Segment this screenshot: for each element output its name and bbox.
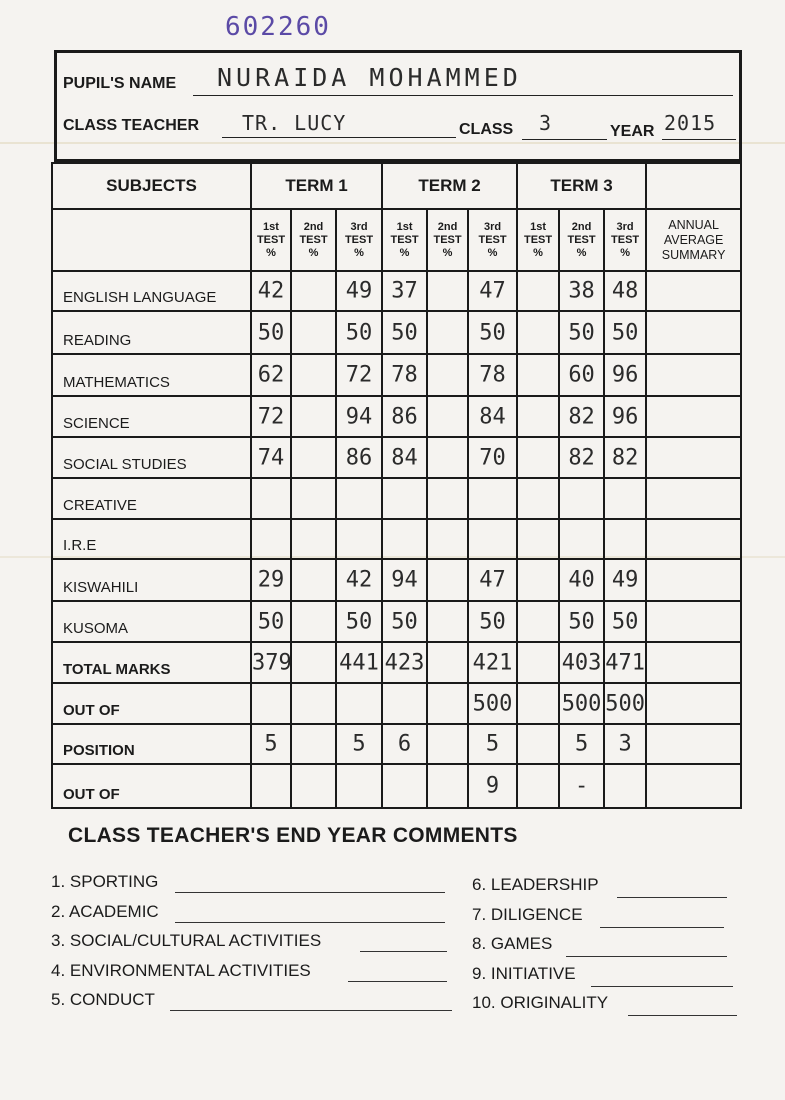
mark-value: 50 [479, 609, 506, 634]
mark-cell [251, 642, 291, 683]
test-header-line: % [266, 246, 276, 259]
mark-cell [251, 271, 291, 311]
comment-item-label: 10. ORIGINALITY [472, 993, 609, 1012]
mark-cell [291, 519, 336, 559]
mark-cell [336, 683, 382, 724]
test-header-line: 2nd [303, 220, 324, 233]
test-header-line: 3rd [350, 220, 368, 233]
subject-name: KISWAHILI [52, 559, 251, 601]
test-header-line: % [620, 246, 630, 259]
test-header-line: 2nd [437, 220, 458, 233]
mark-value: 37 [391, 278, 418, 304]
mark-cell [427, 354, 468, 396]
test-header-line: % [533, 246, 543, 259]
subjects-header: SUBJECTS [52, 163, 251, 209]
subject-row [52, 559, 741, 601]
mark-cell [559, 601, 604, 642]
annual-average-cell [646, 601, 741, 642]
mark-cell [291, 764, 336, 808]
comment-item-label: 4. ENVIRONMENTAL ACTIVITIES [51, 960, 311, 980]
comment-answer-line[interactable] [175, 892, 445, 893]
mark-cell [468, 354, 517, 396]
mark-cell [382, 724, 427, 764]
mark-cell [559, 271, 604, 311]
mark-value: 5 [574, 731, 589, 757]
mark-cell [559, 396, 604, 437]
mark-value: 72 [257, 404, 285, 429]
mark-value: 50 [611, 609, 639, 634]
term-2-header: TERM 2 [382, 163, 517, 209]
class-teacher-value: TR. LUCY [242, 111, 347, 135]
mark-value: 86 [345, 445, 373, 470]
mark-cell [382, 478, 427, 519]
subject-row [52, 601, 741, 642]
test-header-line: % [442, 246, 453, 259]
mark-cell [251, 311, 291, 354]
test-header-line: 3rd [483, 220, 502, 233]
mark-value: 500 [605, 691, 645, 716]
mark-value: 423 [384, 650, 425, 675]
mark-value: 78 [391, 362, 418, 388]
mark-cell [604, 642, 646, 683]
annual-average-cell [646, 559, 741, 601]
mark-cell [291, 724, 336, 764]
test-header [517, 209, 559, 271]
mark-cell [517, 354, 559, 396]
mark-cell [604, 396, 646, 437]
test-header [604, 209, 646, 271]
comment-item-label: 6. LEADERSHIP [472, 875, 599, 894]
test-header-line: TEST [256, 233, 286, 246]
mark-cell [604, 601, 646, 642]
mark-cell [604, 724, 646, 764]
mark-cell [604, 311, 646, 354]
mark-cell [251, 683, 291, 724]
mark-cell [468, 724, 517, 764]
subject-name: KUSOMA [52, 601, 251, 642]
mark-cell [604, 559, 646, 601]
mark-cell [468, 559, 517, 601]
pupil-name-value: NURAIDA MOHAMMED [217, 63, 522, 92]
mark-cell [291, 271, 336, 311]
mark-cell [559, 764, 604, 808]
mark-cell [427, 437, 468, 478]
class-teacher-line [222, 137, 456, 138]
mark-value: 5 [264, 731, 278, 757]
test-header [336, 209, 382, 271]
mark-cell [559, 478, 604, 519]
comment-answer-line[interactable] [617, 897, 727, 898]
mark-cell [336, 354, 382, 396]
mark-value: 50 [345, 609, 373, 634]
mark-value: 94 [345, 404, 373, 429]
subject-name: POSITION [52, 724, 251, 764]
comment-item-label: 3. SOCIAL/CULTURAL ACTIVITIES [51, 931, 322, 950]
test-header-line: TEST [299, 233, 328, 246]
mark-cell [604, 437, 646, 478]
mark-cell [382, 311, 427, 354]
annual-header-line: SUMMARY [661, 247, 726, 262]
mark-cell [336, 519, 382, 559]
mark-value: 500 [472, 691, 513, 716]
mark-cell [427, 396, 468, 437]
mark-cell [291, 478, 336, 519]
mark-cell [382, 354, 427, 396]
test-header-line: 1st [263, 220, 279, 233]
mark-value: 86 [391, 404, 418, 429]
annual-average-cell [646, 396, 741, 437]
annual-header-line: ANNUAL [668, 217, 719, 232]
subject-row [52, 519, 741, 559]
mark-value: 471 [605, 650, 645, 675]
mark-value: 500 [561, 691, 602, 716]
mark-cell [427, 724, 468, 764]
mark-value: 49 [345, 278, 373, 304]
test-header-line: TEST [390, 233, 419, 246]
test-header [559, 209, 604, 271]
mark-cell [517, 519, 559, 559]
comment-answer-line[interactable] [591, 986, 733, 987]
subject-row [52, 271, 741, 311]
mark-cell [604, 478, 646, 519]
mark-cell [604, 519, 646, 559]
test-header-line: % [487, 246, 498, 259]
mark-cell [427, 311, 468, 354]
subject-name: OUT OF [52, 764, 251, 808]
comment-answer-line[interactable] [348, 981, 447, 982]
subject-name: CREATIVE [52, 478, 251, 519]
mark-cell [559, 683, 604, 724]
mark-cell [468, 271, 517, 311]
subject-row [52, 311, 741, 354]
comment-item-label: 9. INITIATIVE [472, 963, 576, 983]
mark-value: 40 [568, 567, 595, 593]
header-box [54, 50, 742, 162]
mark-value: 50 [257, 609, 285, 634]
test-header-line: TEST [524, 233, 553, 246]
mark-cell [468, 311, 517, 354]
mark-cell [336, 311, 382, 354]
test-header-line: 3rd [616, 220, 634, 233]
subject-row [52, 683, 741, 724]
comment-item-label: 8. GAMES [472, 934, 553, 953]
mark-cell [251, 601, 291, 642]
mark-value: 50 [257, 320, 285, 345]
mark-value: 60 [568, 362, 595, 388]
mark-cell [382, 642, 427, 683]
comment-answer-line[interactable] [360, 951, 447, 952]
comment-item-label: 1. SPORTING [51, 872, 159, 891]
mark-cell [251, 437, 291, 478]
mark-value: 9 [485, 773, 500, 799]
mark-cell [291, 683, 336, 724]
marks-table [51, 162, 742, 809]
mark-value: 84 [391, 445, 418, 470]
mark-cell [517, 478, 559, 519]
mark-value: 82 [568, 445, 595, 470]
annual-average-cell [646, 642, 741, 683]
subject-row [52, 478, 741, 519]
pupil-name-line [193, 95, 733, 96]
mark-cell [468, 396, 517, 437]
test-header-line: TEST [478, 233, 507, 246]
mark-cell [382, 437, 427, 478]
comment-answer-line[interactable] [628, 1015, 737, 1016]
mark-cell [468, 601, 517, 642]
comment-item-label: 7. DILIGENCE [472, 904, 583, 924]
class-label: CLASS [459, 121, 514, 138]
mark-cell [382, 271, 427, 311]
mark-cell [427, 601, 468, 642]
mark-cell [517, 396, 559, 437]
mark-cell [336, 478, 382, 519]
mark-value: 47 [479, 567, 506, 593]
mark-cell [517, 311, 559, 354]
year-line [662, 139, 736, 140]
annual-average-cell [646, 311, 741, 354]
mark-value: 5 [352, 731, 366, 757]
annual-average-cell [646, 354, 741, 396]
mark-cell [468, 642, 517, 683]
mark-cell [382, 601, 427, 642]
subject-name: I.R.E [52, 519, 251, 559]
mark-value: 49 [611, 567, 639, 593]
subject-row [52, 396, 741, 437]
mark-value: 5 [485, 731, 500, 757]
year-label: YEAR [610, 123, 655, 140]
mark-cell [559, 519, 604, 559]
mark-cell [427, 642, 468, 683]
comment-answer-line[interactable] [170, 1010, 452, 1011]
mark-cell [468, 764, 517, 808]
mark-cell [251, 354, 291, 396]
comment-answer-line[interactable] [566, 956, 727, 957]
mark-cell [559, 642, 604, 683]
test-header-line: TEST [611, 233, 640, 246]
mark-value: 50 [479, 320, 506, 345]
subject-name: SCIENCE [52, 396, 251, 437]
subject-name: MATHEMATICS [52, 354, 251, 396]
mark-value: 72 [345, 362, 373, 388]
mark-cell [427, 478, 468, 519]
test-header-line: TEST [344, 233, 374, 246]
mark-cell [427, 519, 468, 559]
mark-cell [517, 642, 559, 683]
mark-cell [468, 519, 517, 559]
mark-cell [251, 764, 291, 808]
subject-row [52, 764, 741, 808]
mark-cell [382, 396, 427, 437]
class-line [522, 139, 607, 140]
pupil-name-label: PUPIL'S NAME [63, 75, 177, 92]
mark-value: 50 [568, 609, 595, 634]
year-value: 2015 [664, 111, 717, 135]
subject-row [52, 354, 741, 396]
mark-cell [468, 683, 517, 724]
mark-cell [427, 559, 468, 601]
test-header-line: TEST [433, 233, 462, 246]
mark-value: 62 [257, 362, 285, 388]
mark-cell [382, 559, 427, 601]
comment-answer-line[interactable] [600, 927, 724, 928]
subject-name: ENGLISH LANGUAGE [52, 271, 251, 311]
mark-cell [559, 354, 604, 396]
mark-cell [336, 642, 382, 683]
mark-value: 3 [618, 731, 632, 757]
mark-value: - [574, 773, 589, 799]
mark-cell [517, 683, 559, 724]
annual-average-cell [646, 437, 741, 478]
subject-name: TOTAL MARKS [52, 642, 251, 683]
test-header [468, 209, 517, 271]
test-header-line: 1st [396, 220, 413, 233]
subject-row [52, 724, 741, 764]
mark-cell [559, 437, 604, 478]
mark-value: 78 [479, 362, 506, 388]
mark-value: 441 [339, 650, 379, 675]
mark-cell [291, 559, 336, 601]
annual-average-summary-header [646, 209, 741, 271]
mark-value: 403 [561, 650, 602, 675]
subject-row [52, 642, 741, 683]
annual-average-cell [646, 478, 741, 519]
comment-item-label: 5. CONDUCT [51, 990, 155, 1009]
mark-value: 50 [391, 320, 418, 345]
mark-cell [291, 311, 336, 354]
mark-cell [604, 683, 646, 724]
annual-average-cell [646, 519, 741, 559]
term-1-header: TERM 1 [251, 163, 382, 209]
mark-cell [251, 478, 291, 519]
mark-value: 70 [479, 445, 506, 470]
mark-value: 42 [257, 278, 285, 304]
comment-answer-line[interactable] [175, 922, 445, 923]
mark-cell [517, 559, 559, 601]
mark-value: 379 [252, 650, 292, 675]
test-header-line: % [399, 246, 410, 259]
mark-cell [251, 519, 291, 559]
term-3-header: TERM 3 [517, 163, 646, 209]
mark-value: 6 [397, 731, 412, 757]
mark-value: 96 [611, 404, 639, 429]
test-header-line: % [308, 246, 319, 259]
test-header-line: TEST [567, 233, 596, 246]
mark-value: 82 [611, 445, 639, 470]
mark-value: 421 [472, 650, 513, 675]
mark-cell [468, 437, 517, 478]
class-value: 3 [539, 111, 553, 135]
mark-value: 29 [257, 567, 285, 593]
mark-cell [517, 437, 559, 478]
subject-name: SOCIAL STUDIES [52, 437, 251, 478]
mark-value: 38 [568, 278, 595, 304]
mark-cell [336, 601, 382, 642]
annual-average-cell [646, 764, 741, 808]
test-header [251, 209, 291, 271]
mark-cell [517, 271, 559, 311]
mark-cell [291, 354, 336, 396]
mark-value: 47 [479, 278, 506, 304]
mark-cell [517, 764, 559, 808]
mark-cell [336, 396, 382, 437]
mark-value: 50 [611, 320, 639, 345]
mark-cell [382, 683, 427, 724]
mark-cell [559, 559, 604, 601]
mark-cell [336, 724, 382, 764]
mark-value: 94 [391, 567, 418, 593]
mark-value: 82 [568, 404, 595, 429]
test-header-line: % [354, 246, 364, 259]
mark-value: 96 [611, 362, 639, 388]
mark-cell [382, 764, 427, 808]
mark-value: 84 [479, 404, 506, 429]
mark-value: 42 [345, 567, 373, 593]
mark-cell [427, 683, 468, 724]
mark-cell [336, 271, 382, 311]
mark-cell [251, 396, 291, 437]
reference-number: 602260 [225, 12, 331, 42]
comment-item-label: 2. ACADEMIC [51, 901, 159, 921]
subject-name: OUT OF [52, 683, 251, 724]
annual-average-cell [646, 724, 741, 764]
mark-cell [604, 354, 646, 396]
annual-header-blank [646, 163, 741, 209]
mark-cell [559, 724, 604, 764]
mark-cell [427, 271, 468, 311]
mark-cell [427, 764, 468, 808]
mark-value: 48 [611, 278, 639, 304]
mark-cell [468, 478, 517, 519]
test-header-line: % [576, 246, 587, 259]
mark-cell [517, 724, 559, 764]
mark-cell [291, 437, 336, 478]
mark-cell [291, 642, 336, 683]
comments-title: CLASS TEACHER'S END YEAR COMMENTS [68, 824, 518, 847]
subjects-header-blank [52, 209, 251, 271]
mark-cell [251, 559, 291, 601]
annual-header-line: AVERAGE [663, 232, 724, 247]
annual-average-cell [646, 683, 741, 724]
test-header [382, 209, 427, 271]
mark-cell [517, 601, 559, 642]
mark-cell [559, 311, 604, 354]
test-header [427, 209, 468, 271]
test-header-line: 2nd [571, 220, 592, 233]
mark-cell [604, 271, 646, 311]
subject-name: READING [52, 311, 251, 354]
mark-value: 50 [568, 320, 595, 345]
test-header-line: 1st [530, 220, 547, 233]
mark-cell [291, 601, 336, 642]
mark-cell [382, 519, 427, 559]
mark-value: 50 [391, 609, 418, 634]
class-teacher-label: CLASS TEACHER [63, 117, 200, 134]
mark-cell [291, 396, 336, 437]
mark-cell [336, 559, 382, 601]
mark-cell [336, 764, 382, 808]
mark-cell [251, 724, 291, 764]
mark-cell [604, 764, 646, 808]
annual-average-cell [646, 271, 741, 311]
subject-row [52, 437, 741, 478]
mark-value: 74 [257, 445, 285, 470]
mark-value: 50 [345, 320, 373, 345]
mark-cell [336, 437, 382, 478]
test-header [291, 209, 336, 271]
